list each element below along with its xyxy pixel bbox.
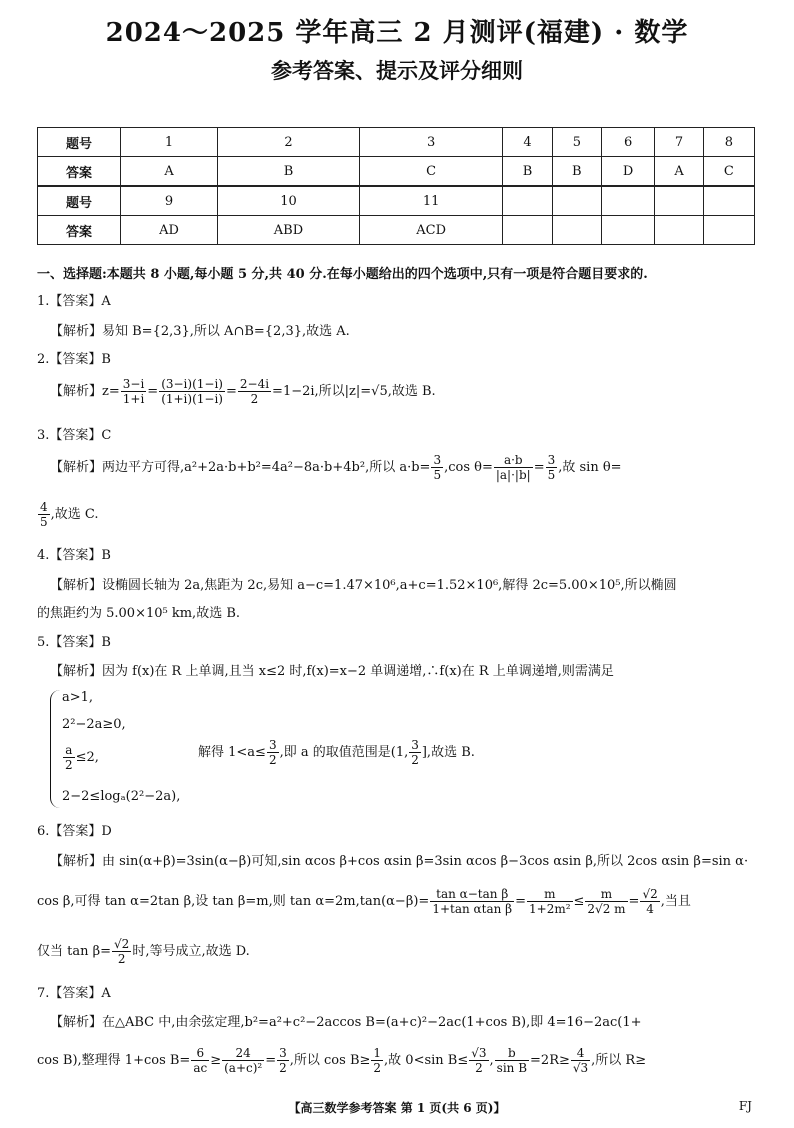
numerator: 3−i xyxy=(122,377,145,391)
fraction xyxy=(430,887,514,916)
page-footer: 【高三数学参考答案 第 1 页(共 6 页)】 xyxy=(288,1101,506,1115)
text: 时,等号成立,故选 D. xyxy=(132,944,250,959)
text: 仅当 tan β= xyxy=(37,944,112,959)
answer-line: 7.【答案】A xyxy=(37,986,111,1001)
brace xyxy=(50,690,61,808)
text: ≥ xyxy=(210,1053,222,1068)
page-subtitle: 参考答案、提示及评分细则 xyxy=(271,58,523,83)
text: = xyxy=(515,894,526,909)
fraction xyxy=(63,743,75,772)
table-cell xyxy=(503,216,552,245)
numerator: √2 xyxy=(642,887,658,901)
fraction xyxy=(159,377,225,406)
text: = xyxy=(225,384,237,399)
text: , xyxy=(489,1053,494,1068)
fraction xyxy=(431,453,443,482)
text: cos β,可得 tan α=2tan β,设 tan β=m,则 tan α=2m,tan(α−β)= xyxy=(37,894,430,909)
explanation-line xyxy=(50,377,436,406)
denominator: 1+i xyxy=(122,392,145,406)
numerator: 3 xyxy=(268,738,277,752)
table-row-label: 答案 xyxy=(38,157,121,187)
denominator: 1+2m² xyxy=(529,902,571,916)
table-row xyxy=(38,186,755,216)
numerator: 4 xyxy=(571,1046,590,1061)
denominator: sin B xyxy=(496,1061,528,1075)
fraction xyxy=(121,377,147,406)
text: 【解析】z= xyxy=(50,384,120,399)
fraction xyxy=(112,937,131,966)
system-line xyxy=(62,743,99,772)
numerator: m xyxy=(585,887,627,902)
table-cell: 5 xyxy=(552,128,601,157)
numerator: 6 xyxy=(191,1046,209,1061)
fraction xyxy=(191,1046,209,1075)
table-cell: 1 xyxy=(121,128,218,157)
fraction xyxy=(640,887,659,916)
page-title: 2024～2025 学年高三 2 月测评(福建) · 数学 xyxy=(105,18,689,48)
table-row-label: 题号 xyxy=(38,186,121,216)
denominator: 2 xyxy=(65,758,73,772)
text: = xyxy=(628,894,640,909)
table-cell: 7 xyxy=(655,128,703,157)
numerator: 4 xyxy=(40,500,48,514)
text: =2R≥ xyxy=(530,1053,570,1068)
fraction xyxy=(495,1046,529,1075)
explanation-line xyxy=(198,738,475,767)
table-cell: ACD xyxy=(359,216,503,245)
fraction xyxy=(222,1046,264,1075)
table-cell xyxy=(552,186,601,216)
fraction xyxy=(238,377,271,406)
text: = xyxy=(265,1053,277,1068)
table-cell xyxy=(655,186,703,216)
table-cell: B xyxy=(503,157,552,187)
explanation-line: 【解析】因为 f(x)在 R 上单调,且当 x≤2 时,f(x)=x−2 单调递增,∴f(x)在 R 上单调递增,则需满足 xyxy=(50,664,614,679)
table-cell xyxy=(601,186,654,216)
table-cell: 3 xyxy=(359,128,503,157)
explanation-line xyxy=(50,453,622,482)
fraction xyxy=(585,887,627,916)
numerator: 3 xyxy=(433,453,442,467)
table-cell: C xyxy=(359,157,503,187)
numerator: m xyxy=(527,887,573,902)
numerator: tan α−tan β xyxy=(430,887,514,902)
table-cell: C xyxy=(703,157,754,187)
text: ≤ xyxy=(573,894,585,909)
text: ,所以 R≥ xyxy=(591,1053,647,1068)
table-cell: 6 xyxy=(601,128,654,157)
fraction xyxy=(546,453,558,482)
table-cell: 10 xyxy=(218,186,360,216)
table-cell: 8 xyxy=(703,128,754,157)
text: ],故选 B. xyxy=(421,745,475,760)
footer-code: FJ xyxy=(738,1099,752,1113)
numerator: 1 xyxy=(373,1046,382,1060)
numerator: 3 xyxy=(279,1046,287,1060)
numerator: a xyxy=(63,743,75,758)
text: ,故选 C. xyxy=(50,507,99,522)
text: ,当且 xyxy=(660,894,691,909)
table-cell: A xyxy=(121,157,218,187)
table-cell: ABD xyxy=(218,216,360,245)
table-cell: 4 xyxy=(503,128,552,157)
section-heading: 一、选择题:本题共 8 小题,每小题 5 分,共 40 分.在每小题给出的四个选项中,只有一项是符合题目要求的. xyxy=(37,267,648,282)
table-row xyxy=(38,128,755,157)
text: 解得 1<a≤ xyxy=(198,745,266,760)
answer-line: 2.【答案】B xyxy=(37,352,111,367)
fraction xyxy=(38,500,50,529)
system-line: 2−2≤logₐ(2²−2a), xyxy=(62,789,181,804)
system-line: 2²−2a≥0, xyxy=(62,717,126,732)
text: = xyxy=(533,460,545,475)
denominator: 2 xyxy=(268,753,277,767)
table-cell xyxy=(703,186,754,216)
explanation-line: 【解析】设椭圆长轴为 2a,焦距为 2c,易知 a−c=1.47×10⁶,a+c=1.52×10⁶,解得 2c=5.00×10⁵,所以椭圆 xyxy=(50,578,677,593)
text: =1−2i,所以|z|=√5,故选 B. xyxy=(272,384,436,399)
text: ≤2, xyxy=(75,750,99,765)
denominator: √3 xyxy=(572,1061,589,1075)
table-cell: 11 xyxy=(359,186,503,216)
system-line: a>1, xyxy=(62,690,94,705)
explanation-line: 【解析】易知 B={2,3},所以 A∩B={2,3},故选 A. xyxy=(50,324,350,339)
text: cos B),整理得 1+cos B= xyxy=(37,1053,191,1068)
answer-line: 6.【答案】D xyxy=(37,824,112,839)
table-cell xyxy=(655,216,703,245)
fraction xyxy=(571,1046,590,1075)
denominator: 2 xyxy=(117,952,126,966)
numerator: a·b xyxy=(494,453,533,468)
answer-table xyxy=(37,127,755,245)
explanation-line xyxy=(37,1046,646,1075)
denominator: ac xyxy=(193,1061,208,1075)
table-cell: 9 xyxy=(121,186,218,216)
answer-line: 1.【答案】A xyxy=(37,294,111,309)
table-cell: D xyxy=(601,157,654,187)
answer-line: 3.【答案】C xyxy=(37,428,112,443)
explanation-line xyxy=(37,887,691,916)
numerator: (3−i)(1−i) xyxy=(161,377,223,391)
fraction xyxy=(267,738,279,767)
fraction xyxy=(527,887,573,916)
denominator: 2 xyxy=(279,1061,287,1075)
table-row xyxy=(38,157,755,187)
answer-line: 4.【答案】B xyxy=(37,548,111,563)
explanation-line: 的焦距约为 5.00×10⁵ km,故选 B. xyxy=(37,606,241,621)
explanation-line xyxy=(37,937,250,966)
table-cell: 2 xyxy=(218,128,360,157)
fraction xyxy=(469,1046,488,1075)
table-cell xyxy=(601,216,654,245)
fraction xyxy=(371,1046,383,1075)
explanation-line: 【解析】在△ABC 中,由余弦定理,b²=a²+c²−2accos B=(a+c)²−2ac(1+cos B),即 4=16−2ac(1+ xyxy=(50,1015,642,1030)
denominator: 2 xyxy=(373,1061,382,1075)
table-cell xyxy=(703,216,754,245)
table-row-label: 答案 xyxy=(38,216,121,245)
denominator: (a+c)² xyxy=(224,1061,263,1075)
table-cell: A xyxy=(655,157,703,187)
denominator: 2√2 m xyxy=(587,902,626,916)
text: ,故 0<sin B≤ xyxy=(384,1053,469,1068)
denominator: 4 xyxy=(646,902,654,916)
denominator: 5 xyxy=(433,468,442,482)
denominator: 5 xyxy=(547,468,556,482)
denominator: |a|·|b| xyxy=(495,468,531,482)
numerator: b xyxy=(495,1046,529,1061)
text: ,cos θ= xyxy=(444,460,493,475)
fraction xyxy=(409,738,421,767)
text: ,所以 cos B≥ xyxy=(289,1053,371,1068)
text: = xyxy=(147,384,159,399)
denominator: 2 xyxy=(475,1061,483,1075)
explanation-line xyxy=(37,500,99,529)
denominator: 2 xyxy=(250,392,259,406)
fraction xyxy=(494,453,533,482)
fraction xyxy=(277,1046,289,1075)
text: 【解析】两边平方可得,a²+2a·b+b²=4a²−8a·b+4b²,所以 a·b= xyxy=(50,460,431,475)
denominator: 2 xyxy=(411,753,419,767)
numerator: 3 xyxy=(411,738,419,752)
numerator: √2 xyxy=(114,937,130,951)
table-cell xyxy=(552,216,601,245)
table-cell: B xyxy=(218,157,360,187)
table-cell: AD xyxy=(121,216,218,245)
denominator: 1+tan αtan β xyxy=(432,902,513,916)
numerator: 3 xyxy=(547,453,556,467)
table-cell: B xyxy=(552,157,601,187)
numerator: 2−4i xyxy=(239,377,270,391)
numerator: √3 xyxy=(471,1046,487,1060)
explanation-line: 【解析】由 sin(α+β)=3sin(α−β)可知,sin αcos β+cos αsin β=3sin αcos β−3cos αsin β,所以 2cos αsin β=sin α· xyxy=(50,854,749,869)
text: ,故 sin θ= xyxy=(558,460,622,475)
denominator: 5 xyxy=(40,515,48,529)
numerator: 24 xyxy=(222,1046,264,1061)
answer-line: 5.【答案】B xyxy=(37,635,111,650)
table-cell xyxy=(503,186,552,216)
text: ,即 a 的取值范围是(1, xyxy=(279,745,409,760)
denominator: (1+i)(1−i) xyxy=(161,392,223,406)
table-row xyxy=(38,216,755,245)
table-row-label: 题号 xyxy=(38,128,121,157)
